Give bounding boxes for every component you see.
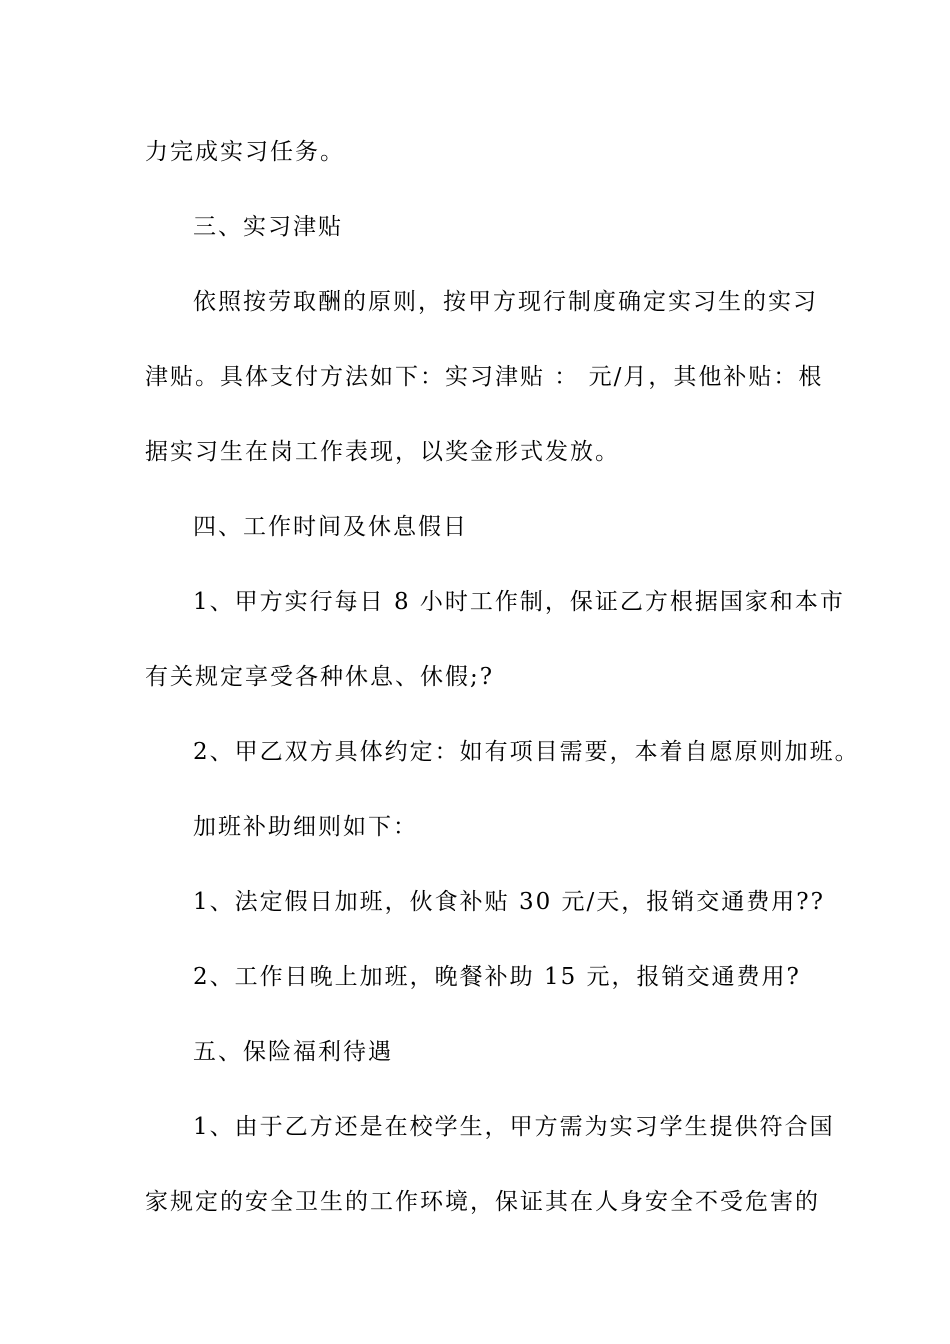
section-heading: 五、保险福利待遇 (193, 1039, 393, 1065)
paragraph-line: 1、法定假日加班，伙食补贴 30 元/天，报销交通费用?? (193, 889, 825, 915)
paragraph-line: 2、工作日晚上加班，晚餐补助 15 元，报销交通费用? (193, 964, 801, 990)
paragraph-line: 依照按劳取酬的原则，按甲方现行制度确定实习生的实习 (193, 289, 818, 315)
paragraph-line: 有关规定享受各种休息、休假;? (145, 664, 495, 690)
section-heading: 四、工作时间及休息假日 (193, 514, 468, 540)
paragraph-line: 津贴。具体支付方法如下：实习津贴 ： 元/月，其他补贴：根 (145, 364, 824, 390)
paragraph-line: 1、甲方实行每日 8 小时工作制，保证乙方根据国家和本市 (193, 589, 845, 615)
paragraph-line: 2、甲乙双方具体约定：如有项目需要，本着自愿原则加班。 (193, 739, 860, 765)
paragraph-line: 据实习生在岗工作表现，以奖金形式发放。 (145, 439, 620, 465)
paragraph-line: 1、由于乙方还是在校学生，甲方需为实习学生提供符合国 (193, 1114, 835, 1140)
paragraph-line: 家规定的安全卫生的工作环境，保证其在人身安全不受危害的 (145, 1189, 820, 1215)
paragraph-line: 力完成实习任务。 (145, 139, 345, 165)
paragraph-line: 加班补助细则如下： (193, 814, 418, 840)
section-heading: 三、实习津贴 (193, 214, 343, 240)
